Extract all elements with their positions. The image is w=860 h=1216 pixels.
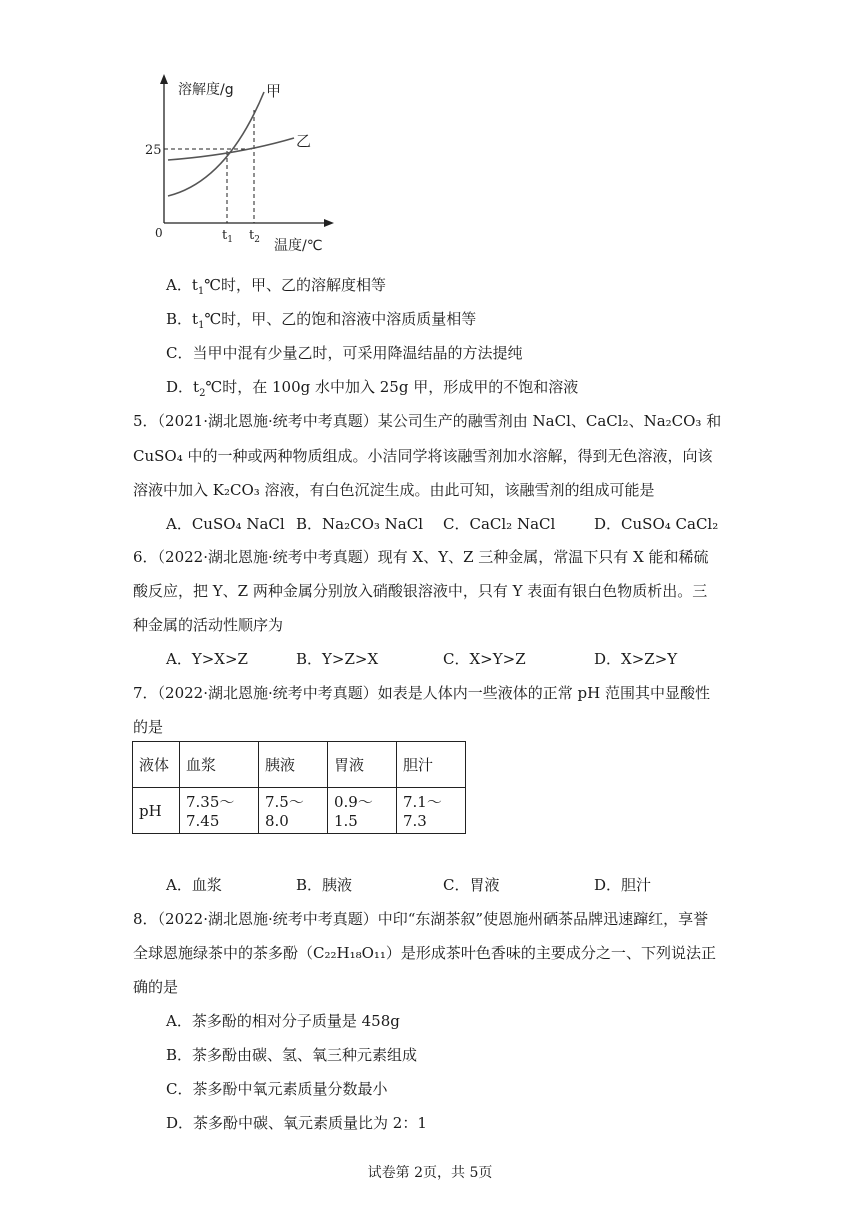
curve-yi-label: 乙 — [296, 132, 312, 150]
curve-jia-label: 甲 — [266, 82, 282, 100]
table-cell: 7.5～8.0 — [259, 788, 328, 834]
q8-option-c[interactable]: C．茶多酚中氧元素质量分数最小 — [166, 1080, 388, 1098]
table-cell: 7.1～7.3 — [397, 788, 466, 834]
q7-stem-line2: 的是 — [133, 718, 164, 736]
q5-option-d[interactable]: D．CuSO₄ CaCl₂ — [594, 515, 719, 533]
table-cell: pH — [133, 788, 180, 834]
q7-option-a[interactable]: A．血浆 — [166, 876, 222, 894]
table-cell: 胆汁 — [397, 742, 466, 788]
q6-option-a[interactable]: A．Y>X>Z — [166, 650, 248, 668]
q7-stem-line1: 7．（2022·湖北恩施·统考中考真题）如表是人体内一些液体的正常 pH 范围其中显酸性 — [133, 684, 710, 702]
page-footer: 试卷第 2页，共 5页 — [367, 1165, 493, 1181]
q8-option-d[interactable]: D．茶多酚中碳、氧元素质量比为 2：1 — [166, 1114, 427, 1132]
q8-option-b[interactable]: B．茶多酚由碳、氢、氧三种元素组成 — [166, 1046, 418, 1064]
q5-option-c[interactable]: C．CaCl₂ NaCl — [443, 515, 556, 533]
table-cell: 液体 — [133, 742, 180, 788]
q6-stem-line1: 6．（2022·湖北恩施·统考中考真题）现有 X、Y、Z 三种金属，常温下只有 X 能和稀硫 — [133, 548, 709, 566]
q7-option-d[interactable]: D．胆汁 — [594, 876, 652, 894]
curve-jia — [168, 92, 264, 196]
q8-stem-line2: 全球恩施绿茶中的茶多酚（C₂₂H₁₈O₁₁）是形成茶叶色香味的主要成分之一、下列说法正 — [133, 944, 716, 962]
q4-option-c[interactable]: C．当甲中混有少量乙时，可采用降温结晶的方法提纯 — [166, 344, 523, 362]
q4-option-a[interactable]: A．$t_1℃$时，甲、乙的溶解度相等 — [166, 276, 387, 297]
q4-option-b[interactable]: B．$t_1℃$时，甲、乙的饱和溶液中溶质质量相等 — [166, 310, 477, 331]
q5-stem-line3: 溶液中加入 K₂CO₃ 溶液，有白色沉淀生成。由此可知，该融雪剂的组成可能是 — [133, 481, 655, 499]
origin-label: 0 — [155, 226, 163, 240]
q8-option-a[interactable]: A．茶多酚的相对分子质量是 458g — [166, 1012, 400, 1030]
q5-option-a[interactable]: A．CuSO₄ NaCl — [166, 515, 285, 533]
q7-option-c[interactable]: C．胃液 — [443, 876, 500, 894]
table-cell: 胰液 — [259, 742, 328, 788]
q5-option-b[interactable]: B．Na₂CO₃ NaCl — [296, 515, 424, 533]
table-row — [133, 742, 466, 788]
table-cell: 胃液 — [328, 742, 397, 788]
q5-stem-line1: 5．（2021·湖北恩施·统考中考真题）某公司生产的融雪剂由 NaCl、CaCl₂、Na₂CO₃ 和 — [133, 412, 722, 430]
q7-option-b[interactable]: B．胰液 — [296, 876, 353, 894]
solubility-graph — [140, 70, 340, 255]
q6-stem-line3: 种金属的活动性顺序为 — [133, 616, 284, 634]
q8-stem-line3: 确的是 — [133, 978, 179, 996]
t1-label: $t_1$ — [222, 228, 233, 245]
q6-option-d[interactable]: D．X>Z>Y — [594, 650, 678, 668]
q5-stem-line2: CuSO₄ 中的一种或两种物质组成。小洁同学将该融雪剂加水溶解，得到无色溶液，向该 — [133, 447, 713, 465]
q8-stem-line1: 8．（2022·湖北恩施·统考中考真题）中印“东湖茶叙”使恩施州硒茶品牌迅速蹿红，享誉 — [133, 910, 709, 928]
q6-stem-line2: 酸反应，把 Y、Z 两种金属分别放入硝酸银溶液中，只有 Y 表面有银白色物质析出。三 — [133, 582, 708, 600]
table-cell: 0.9～1.5 — [328, 788, 397, 834]
y-axis-label: 溶解度/g — [178, 82, 234, 98]
x-axis-label: 温度/℃ — [274, 238, 323, 254]
table-cell: 血浆 — [180, 742, 259, 788]
ph-table — [132, 741, 466, 834]
q4-option-d[interactable]: D．$t_2℃$时，在 100g 水中加入 25g 甲，形成甲的不饱和溶液 — [166, 378, 579, 399]
q6-option-c[interactable]: C．X>Y>Z — [443, 650, 526, 668]
t2-label: $t_2$ — [249, 228, 260, 245]
table-row — [133, 788, 466, 834]
q6-option-b[interactable]: B．Y>Z>X — [296, 650, 379, 668]
table-cell: 7.35～7.45 — [180, 788, 259, 834]
y-tick-25: 25 — [145, 143, 162, 158]
